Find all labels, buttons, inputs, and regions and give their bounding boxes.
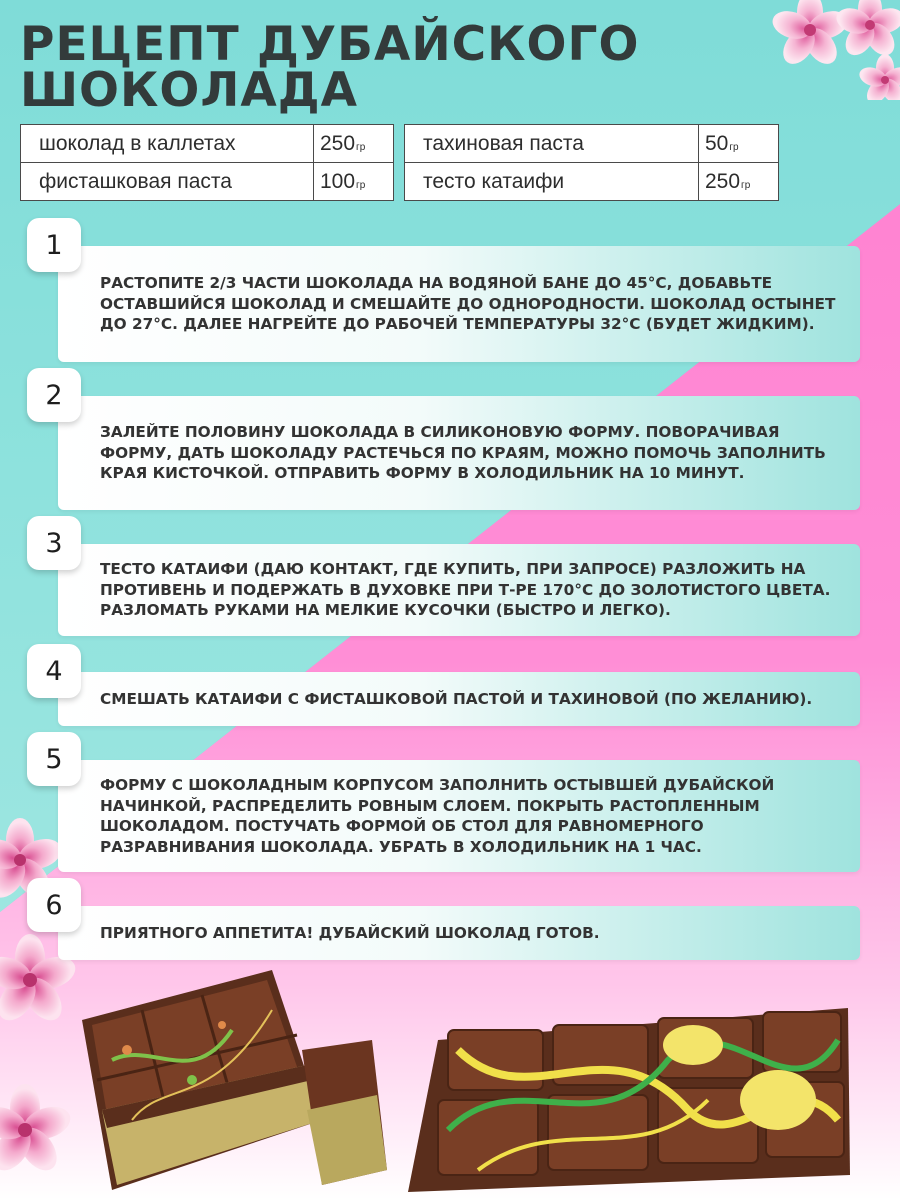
step-card-2: [58, 396, 860, 510]
step-number-badge: 1: [27, 218, 81, 272]
step-card-4: [58, 672, 860, 726]
chocolate-bar-broken-image: [72, 970, 392, 1192]
step-number-badge: 6: [27, 878, 81, 932]
ingredient-name: тесто катаифи: [405, 163, 699, 201]
ingredient-amount: 250гр: [699, 163, 779, 201]
step-text: ПРИЯТНОГО АППЕТИТА! ДУБАЙСКИЙ ШОКОЛАД ГОТОВ.: [100, 923, 600, 942]
ingredient-row: [21, 125, 394, 163]
step-number-badge: 5: [27, 732, 81, 786]
ingredient-row: [405, 125, 779, 163]
ingredients-table-left: [20, 124, 394, 201]
flower-decoration-top-right: [770, 0, 900, 100]
ingredient-name: фисташковая паста: [21, 163, 314, 201]
step-text: СМЕШАТЬ КАТАИФИ С ФИСТАШКОВОЙ ПАСТОЙ И ТАХИНОВОЙ (ПО ЖЕЛАНИЮ).: [100, 689, 813, 708]
step-text: ТЕСТО КАТАИФИ (ДАЮ КОНТАКТ, ГДЕ КУПИТЬ, ПРИ ЗАПРОСЕ) РАЗЛОЖИТЬ НА ПРОТИВЕНЬ И ПОДЕРЖАТЬ В ДУХОВКЕ ПРИ Т-РЕ 170°С ДО ЗОЛОТИСТОГО ЦВЕТА. РАЗЛОМАТЬ РУКАМИ НА МЕЛКИЕ КУСОЧКИ (БЫСТРО И ЛЕГКО).: [100, 560, 831, 620]
ingredient-name: шоколад в каллетах: [21, 125, 314, 163]
page-title: РЕЦЕПТ ДУБАЙСКОГО ШОКОЛАДА: [20, 17, 640, 118]
ingredient-amount: 250гр: [314, 125, 394, 163]
step-number-badge: 4: [27, 644, 81, 698]
chocolate-bar-drizzled-image: [408, 1000, 850, 1196]
step-card-5: [58, 760, 860, 872]
ingredient-amount: 100гр: [314, 163, 394, 201]
step-card-3: [58, 544, 860, 636]
step-number-badge: 3: [27, 516, 81, 570]
ingredient-amount: 50гр: [699, 125, 779, 163]
step-text: ЗАЛЕЙТЕ ПОЛОВИНУ ШОКОЛАДА В СИЛИКОНОВУЮ ФОРМУ. ПОВОРАЧИВАЯ ФОРМУ, ДАТЬ ШОКОЛАДУ РАСТЕЧЬСЯ ПО КРАЯМ, МОЖНО ПОМОЧЬ ЗАПОЛНИТЬ КРАЯ КИСТОЧКОЙ. ОТПРАВИТЬ ФОРМУ В ХОЛОДИЛЬНИК НА 10 МИНУТ.: [100, 423, 826, 483]
step-number-badge: 2: [27, 368, 81, 422]
step-text: РАСТОПИТЕ 2/3 ЧАСТИ ШОКОЛАДА НА ВОДЯНОЙ БАНЕ ДО 45°С, ДОБАВЬТЕ ОСТАВШИЙСЯ ШОКОЛАД И СМЕШАЙТЕ ДО ОДНОРОДНОСТИ. ШОКОЛАД ОСТЫНЕТ ДО 27°С. ДАЛЕЕ НАГРЕЙТЕ ДО РАБОЧЕЙ ТЕМПЕРАТУРЫ 32°С (БУДЕТ ЖИДКИМ).: [100, 274, 836, 334]
ingredient-row: [21, 163, 394, 201]
ingredient-row: [405, 163, 779, 201]
step-text: ФОРМУ С ШОКОЛАДНЫМ КОРПУСОМ ЗАПОЛНИТЬ ОСТЫВШЕЙ ДУБАЙСКОЙ НАЧИНКОЙ, РАСПРЕДЕЛИТЬ РОВНЫМ СЛОЕМ. ПОКРЫТЬ РАСТОПЛЕННЫМ ШОКОЛАДОМ. ПОСТУЧАТЬ ФОРМОЙ ОБ СТОЛ ДЛЯ РАВНОМЕРНОГО РАЗРАВНИВАНИЯ ШОКОЛАДА. УБРАТЬ В ХОЛОДИЛЬНИК НА 1 ЧАС.: [100, 776, 775, 856]
ingredients-table-right: [404, 124, 779, 201]
step-card-1: [58, 246, 860, 362]
step-card-6: [58, 906, 860, 960]
ingredient-name: тахиновая паста: [405, 125, 699, 163]
